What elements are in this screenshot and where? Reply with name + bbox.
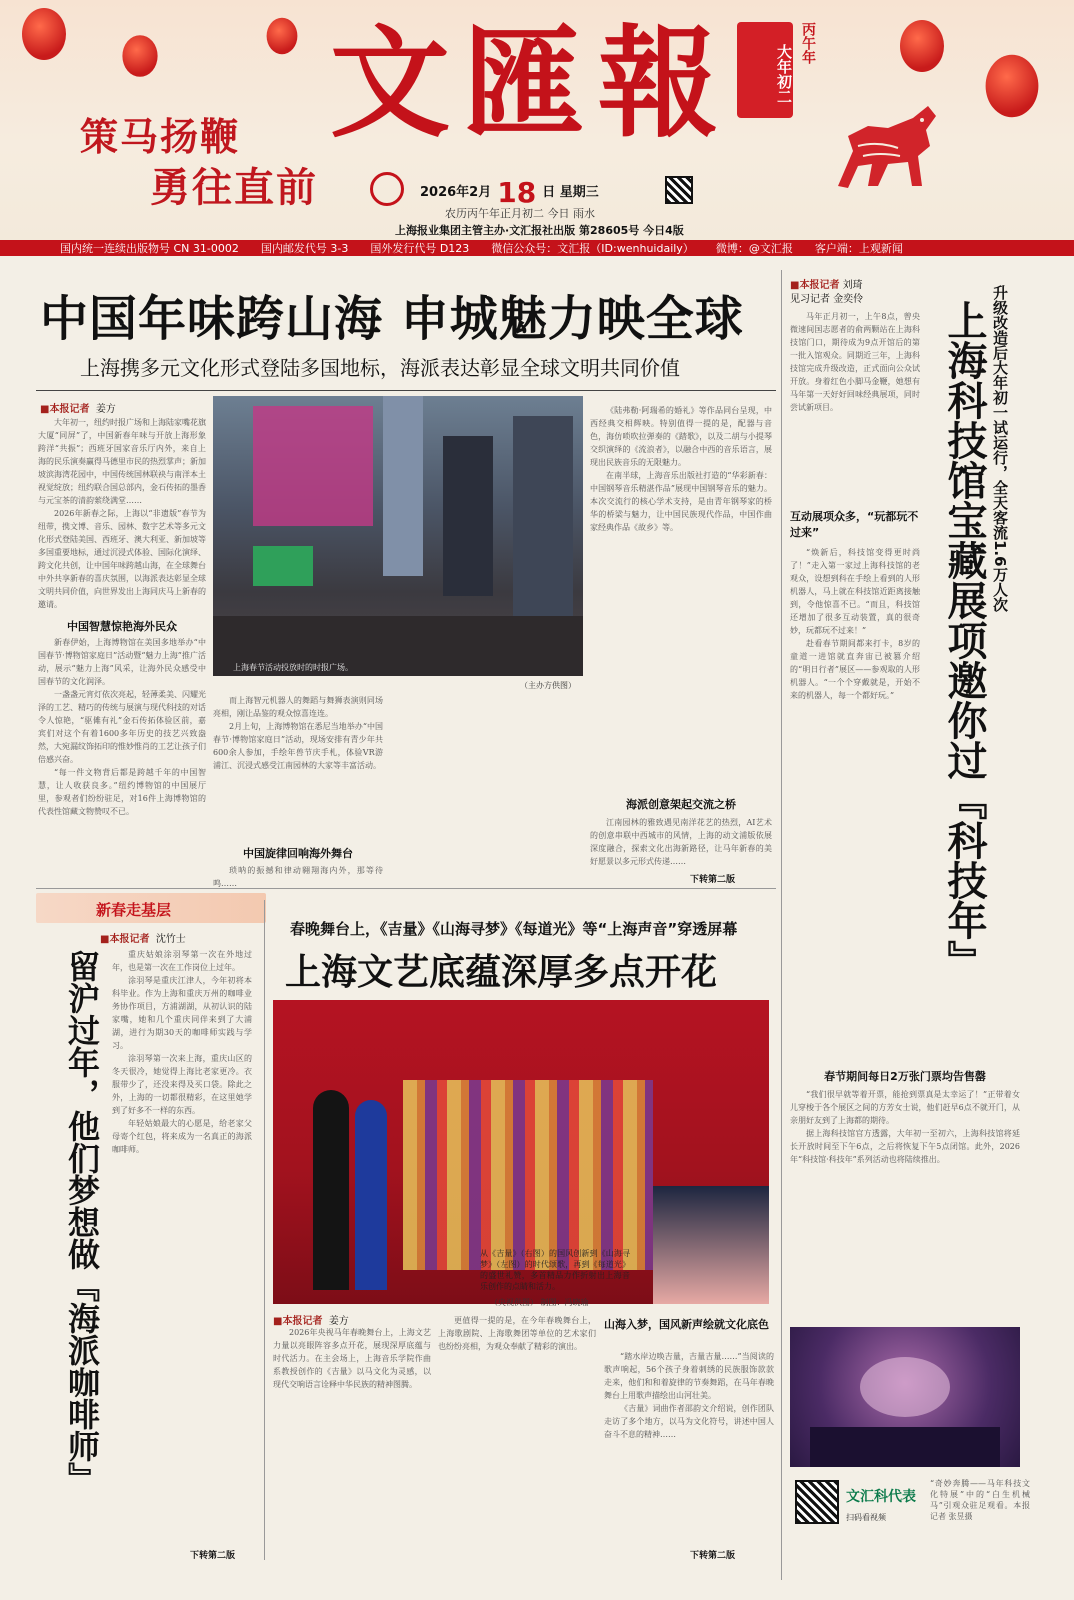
lead-subhead-a: 中国智慧惊艳海外民众	[67, 620, 177, 633]
slogan-line1: 策马扬鞭	[80, 114, 241, 159]
building	[383, 396, 423, 576]
publisher-line: 上海报业集团主管主办·文汇报社出版 第28605号 今日4版	[395, 224, 684, 237]
info-item: 微博：@文汇报	[715, 242, 793, 255]
slogan-line2: 勇往直前	[150, 164, 318, 211]
lead-column-1b	[38, 636, 206, 888]
spring-festival-banner	[36, 893, 266, 923]
paragraph: 2月上旬，上海博物馆在悉尼当地举办“中国春节·博物馆家庭日”活动，现场安排有青少年共600余人参加，手绘年兽节庆手札，体验VR游浦江、沉浸式感受江南园林的大家等丰富活动。	[213, 722, 383, 770]
audience	[810, 1427, 1000, 1467]
paragraph: 涂羽琴第一次来上海，重庆山区的冬天很冷，她觉得上海比老家更冷。衣服带少了，还没来得及买口袋。除此之外，上海的一切都很精彩，在这里她学到了好多不一样的东西。	[112, 1054, 252, 1115]
paragraph: 江南园林的雅致遇见南洋花艺的热烈，AI艺术的创意串联中西城市的风情，上海的动文浦版依展深度融合，探索文化出海新路径，让马年新春的美好愿景以多元形式传递……	[590, 818, 772, 866]
date-weekday: 日 星期三	[542, 185, 599, 200]
billboard	[253, 546, 313, 586]
banner-text: 新春走基层	[96, 901, 172, 919]
paragraph: 琐呐的振撼和律动翱翔海内外，那等待鸣……	[213, 866, 383, 888]
lantern-icon	[900, 20, 944, 72]
paragraph: “踏水岸边唤吉量，吉量吉量……”当阅读的歌声响起，56个孩子身着刺绣的民族服饰款款走来，他们和和着旋律的节奏舞蹈，在马年春晚舞台上用歌声描绘出山河壮美。	[604, 1352, 774, 1400]
byline-label: ■本报记者	[273, 1316, 323, 1327]
right-column-3	[790, 880, 1020, 1060]
lead-subhead-c: 海派创意架起交流之桥	[626, 798, 736, 811]
paragraph: 一盏盏元宵灯依次亮起，轻薄柔美、闪耀光泽的工艺、精巧的传统与展演与现代科技的对话令人惊艳，“驱傩有礼”金石传拓体验区前，嘉宾们对这个有着1600多年历史的技艺兴致盎然，大宛漏纹饰拓印的惟妙惟肖的工艺让孩子们倍感兴奋。	[38, 690, 206, 764]
promo-label: 文汇科代表	[846, 1489, 916, 1505]
times-square-photo	[213, 396, 583, 676]
paragraph: 在南半球，上海音乐出版社打造的“华彩新春：中国钢琴音乐精湛作品”展现中国钢琴音乐的魅力。本次交流行的核心学术支持，是由青年钢琴家的桥华的桥梁与魅力，让中国民族现代作品，中国作曲家经典作品《故乡》等。	[590, 471, 772, 532]
paragraph: 更值得一提的是，在今年春晚舞台上，上海歌剧院、上海歌舞团等单位的艺术家们也纷纷亮相，为观众奉献了精彩的演出。	[438, 1316, 596, 1351]
lead-subhead-b: 中国旋律回响海外舞台	[243, 847, 353, 860]
lead-byline	[40, 400, 116, 415]
lead-column-2	[213, 694, 383, 842]
paragraph: 从《吉量》（右图）的国风创新到《山海寻梦》（左图）的时代颂歌，再到《每道光》的盛世礼赞，多首精品力作折射出上海音乐创作的点睛和活力。	[480, 1249, 630, 1291]
qr-code-icon[interactable]	[665, 176, 693, 204]
performer	[313, 1090, 349, 1290]
horse-papercut-icon	[818, 96, 958, 206]
right-byline	[790, 276, 863, 291]
paragraph: “焕新后，科技馆变得更时尚了！”走入第一家过上海科技馆的老观众，设想到科在手绘上看到的人形机器人，马上就在科技馆近距离接触到，令他惊喜不已。“而且，科技馆还增加了很多互动装置，真的很奇妙，玩都玩不过来！”	[790, 548, 920, 635]
paragraph: “每一件文物背后都是跨越千年的中国智慧，让人收获良多。”纽约博物馆的中国展厅里，参观者们纷纷驻足，对16件上海博物馆的代表性馆藏文物赞叹不已。	[38, 768, 206, 816]
info-item: 国内统一连续出版物号 CN 31-0002	[60, 242, 239, 255]
info-item: 客户端：上观新闻	[814, 242, 903, 255]
culture-subhead: 山海入梦，国风新声绘就文化底色	[604, 1318, 769, 1331]
info-item: 国内邮发代号 3-3	[260, 242, 349, 255]
masthead	[0, 0, 1074, 240]
right-column-1	[790, 310, 920, 504]
building	[513, 416, 573, 616]
light-installation	[860, 1357, 950, 1417]
science-museum-photo	[790, 1327, 1020, 1467]
info-item: 微信公众号：文汇报（ID:wenhuidaily）	[491, 242, 694, 255]
byline-name: 沈竹士	[155, 934, 186, 945]
lead-headline: 中国年味跨山海 申城魅力映全球	[40, 291, 744, 347]
date-stamp: 大年初二	[737, 22, 793, 118]
paragraph: 据上海科技馆官方透露，大年初一至初六，上海科技馆将延长开放时间至下午6点，之后将恢复下午5点闭馆。此外，2026年“科技馆·科技年”系列活动也将陆续推出。	[790, 1129, 1020, 1164]
lead-column-4b	[590, 816, 772, 872]
gala-photo-caption	[480, 1248, 630, 1296]
qr-code-icon[interactable]	[795, 1480, 839, 1524]
paragraph: “奇妙奔腾——马年科技文化特展”中的“白生机械马”引观众驻足观看。本报记者 张昱摄	[930, 1479, 1030, 1521]
lead-column-1	[38, 416, 206, 616]
paragraph: 赴看春节期间都来打卡，8岁的童道一进馆就直奔宙已被篡介绍的“明日行者”展区——参观取的人形机器人。“一个个穿戴就是，开始不来的机器人，每一个都好玩。”	[790, 639, 920, 700]
lunar-date: 农历丙午年正月初二 今日 雨水	[445, 207, 595, 220]
paragraph: 涂羽琴是重庆江津人，今年初将本科毕业。作为上海和重庆万州的咖啡业务协作项目，方浦湖湖，从初认识的陆家嘴，她和几个重庆同伴来到了大浦湖，进行为期30天的咖啡师实践与学习。	[112, 976, 252, 1050]
column-divider	[264, 900, 265, 1560]
lantern-icon	[267, 18, 298, 54]
paragraph: 马年正月初一，上午8点，曾央微速间国志愿者的俞两颗站在上海科技馆门口，期待成为9点开馆后的第一批入馆观众。同期近三年，上海科技馆完成升级改造，正式面向公众试开放。身着红色小脚马金鞭，她想有马年第一天好好回味经典展项，同时尝试新项目。	[790, 312, 920, 412]
lead-column-3	[393, 694, 578, 890]
culture-byline	[273, 1312, 349, 1327]
gala-photo-credit: （央视供图） 制图：冯晓瑜	[490, 1298, 589, 1307]
paragraph: 大年初一，纽约时报广场和上海陆家嘴花旗大厦“同屏”了，中国新春年味与开放上海形象跨洋“共振”；西班牙国家音乐厅内外，来自上海的民乐演奏赢得马德里市民的热烈掌声；新加坡滨海湾花园中，中国传统国林联袂与南洋本土视觉绽放；纽约联合国总部内，金石传拓的墨香与元宝茶的清韵萦绕满堂……	[38, 418, 206, 505]
culture-headline: 上海文艺底蕴深厚多点开花	[285, 952, 718, 993]
paragraph: 而上海智元机器人的舞蹈与舞狮表演则同场亮相，刚让品鉴的观众惊喜连连。	[213, 696, 383, 718]
left-column	[112, 948, 252, 1530]
lead-column-2b	[213, 864, 383, 890]
culture-kicker: 春晚舞台上，《吉量》《山海寻梦》《每道光》等“上海声音”穿透屏幕	[290, 920, 738, 938]
paragraph: 《吉量》词曲作者邵韵文介绍说，创作团队走访了多个地方，以马为文化符号，讲述中国人奋斗不息的精神……	[604, 1404, 774, 1439]
culture-column-1	[273, 1326, 431, 1554]
continue-note[interactable]: 下转第二版	[190, 1551, 236, 1561]
continue-note[interactable]: 下转第二版	[690, 875, 736, 885]
column-divider	[781, 270, 782, 1580]
paragraph: 2026年新春之际，上海以“非遗版”春节为纽带，携文博、音乐、园林、数字艺术等多元文化形式登陆美国、西班牙、澳大利亚、新加坡等多国重要地标，通过沉浸式体验、国际化演绎、跨文化共创，让中国年味跨越山海，在全球舞台中外共享新春的喜庆氛围，以海派表达彰显全球文明共同价值，向世界发出上海同庆马上新春的邀请。	[38, 509, 206, 609]
byline-label: ■本报记者	[40, 404, 90, 415]
right-subhead-1: 互动展项众多，“玩都玩不过来”	[790, 510, 919, 539]
paragraph: 《陆弗勒·阿瑞希的婚礼》等作品同台呈现，中西经典交相辉映。特别值得一提的是，配器与音色，海仿唢吹拉弹奏的《踏歌》，以及二胡与小提琴交织演绎的《流浪者》，以融合中西的音乐语言，展现出民族音乐的无限魅力。	[590, 406, 772, 467]
billboard	[253, 406, 373, 526]
photo-caption: 上海春节活动投放时的时报广场。	[233, 663, 353, 672]
byline-name: 姜方	[328, 1316, 349, 1327]
paragraph: “我们很早就等着开票，能抢到票真是太幸运了！”正带着女儿穿梭于各个展区之间的方芳女士说，他们赶早6点不就开门，从亲朋好友到了上海都的期待。	[790, 1090, 1020, 1125]
divider	[36, 390, 776, 391]
right-column-4	[790, 1088, 1020, 1316]
newspaper-title: 文匯報	[330, 13, 732, 154]
lantern-icon	[986, 55, 1039, 117]
divider	[36, 888, 776, 889]
paragraph: 新春伊始，上海博物馆在美国多地举办“中国春节·博物馆家庭日”活动暨“魅力上海”推广活动，展示“魅力上海”风采，让海外民众感受中国春节的文化润泽。	[38, 638, 206, 686]
left-byline	[100, 930, 186, 945]
continue-note[interactable]: 下转第二版	[690, 1551, 736, 1561]
paragraph: 年轻姑娘最大的心愿是，给老家父母寄个红包，将来成为一名真正的海派咖啡师。	[112, 1119, 252, 1154]
building	[443, 436, 493, 596]
paragraph: 重庆姑娘涂羽琴第一次在外地过年，也是第一次在工作岗位上过年。	[112, 950, 252, 972]
promo-scan: 扫码看视频	[846, 1513, 886, 1522]
byline-label: ■本报记者	[790, 280, 840, 291]
byline-name: 金奕伶	[833, 294, 864, 305]
date-day: 18	[497, 176, 537, 209]
culture-column-3	[604, 1350, 774, 1546]
paragraph: 2026年央视马年春晚舞台上，上海文艺力量以亮眼阵容多点开花，展现深厚底蕴与时代活力。在主会场上，上海音乐学院作曲系教授创作的《吉量》以马文化为灵感，以现代交响语言诠释中华民族的精神图腾。	[273, 1328, 431, 1389]
info-bar	[0, 240, 1074, 256]
newspaper-logo-icon	[370, 172, 404, 206]
promo-caption	[930, 1478, 1030, 1548]
lantern-icon	[122, 35, 157, 77]
right-headline: 上海科技馆宝藏展项邀你过『科技年』	[941, 300, 987, 980]
lead-subheadline: 上海携多元文化形式登陆多国地标，海派表达彰显全球文明共同价值	[80, 356, 680, 380]
culture-column-2	[438, 1314, 596, 1554]
year-badge: 丙午年	[800, 22, 816, 64]
performers-group	[403, 1080, 653, 1270]
info-item: 国外发行代号 D123	[370, 242, 470, 255]
right-kicker: 升级改造后大年初一试运行，全天客流1.6万人次	[991, 285, 1009, 612]
lead-column-4	[590, 404, 772, 788]
inset-photo	[653, 1186, 769, 1304]
performer	[355, 1100, 387, 1290]
photo-credit: （主办方供图）	[520, 681, 576, 690]
byline-name: 姜方	[95, 404, 116, 415]
right-subhead-2: 春节期间每日2万张门票均告售罄	[824, 1070, 986, 1083]
left-headline: 留沪过年，他们梦想做『海派咖啡师』	[63, 950, 101, 1494]
date-prefix: 2026年2月	[420, 185, 492, 200]
byline-label: 见习记者	[790, 294, 830, 305]
lantern-icon	[22, 8, 66, 60]
byline-label: ■本报记者	[100, 934, 150, 945]
right-byline-2	[790, 290, 863, 305]
byline-name: 刘琦	[842, 280, 863, 291]
